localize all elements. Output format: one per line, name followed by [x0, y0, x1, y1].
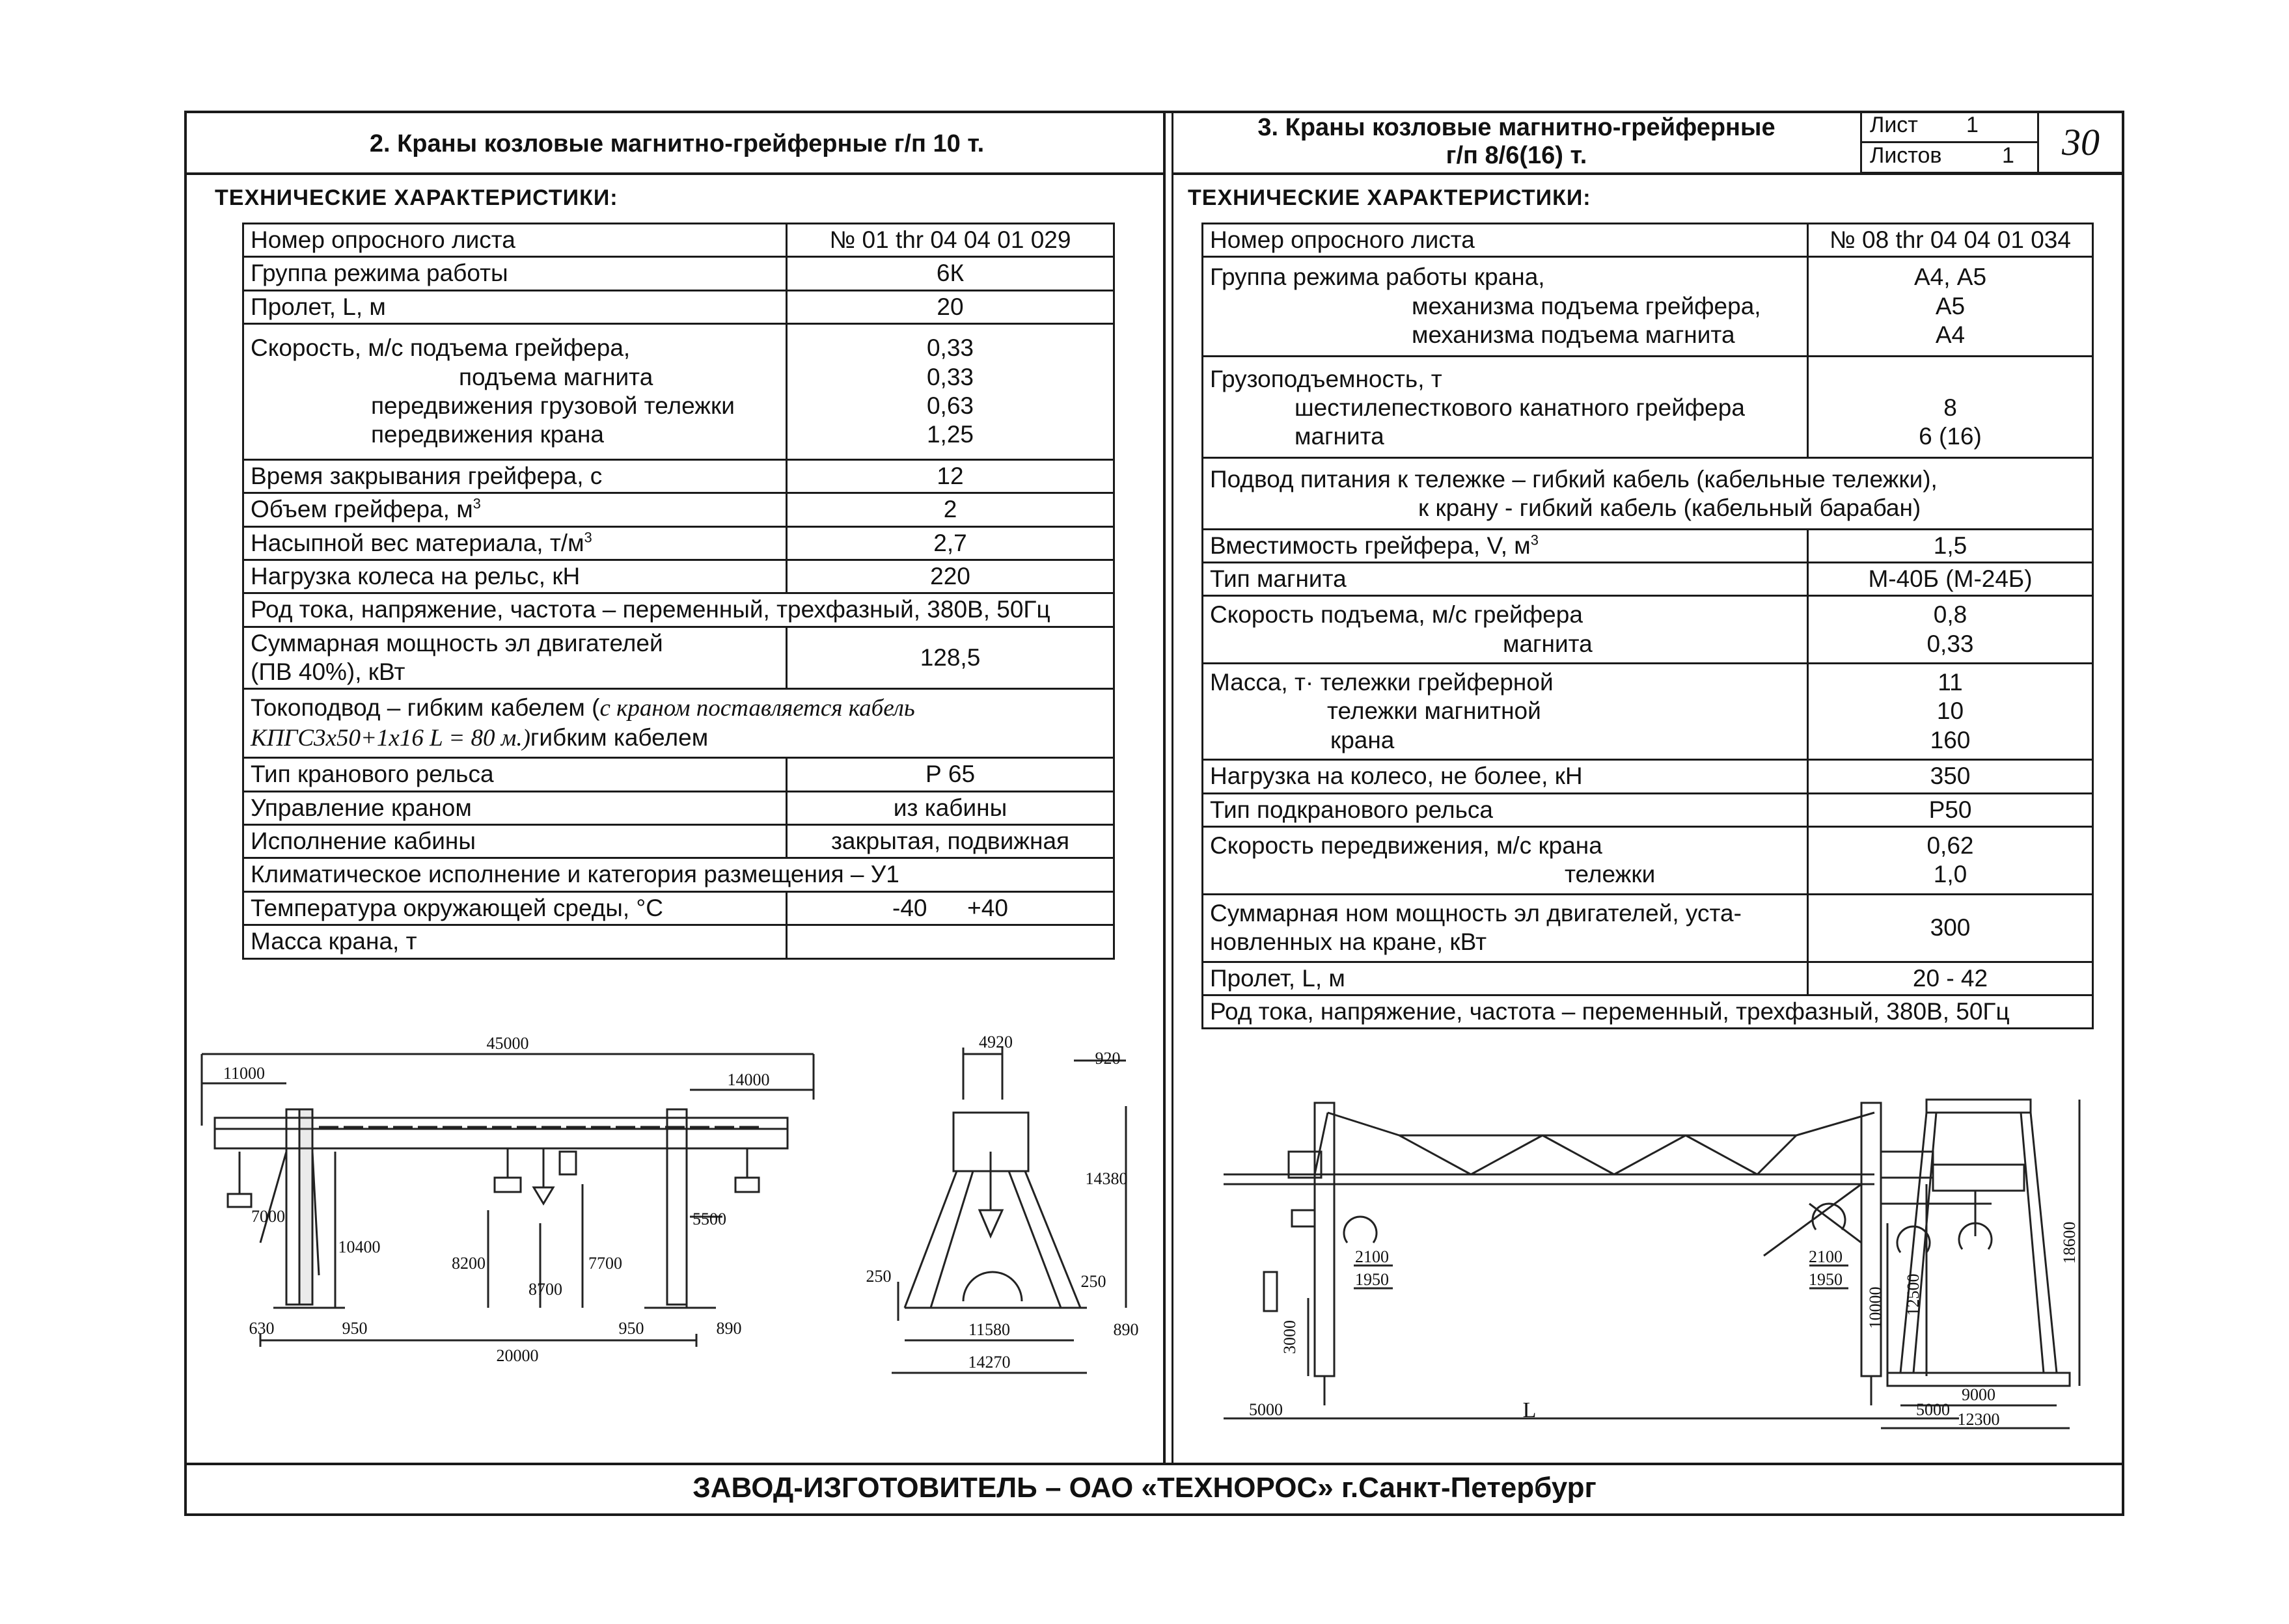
stamp-page-number	[2037, 111, 2124, 174]
row-value	[1808, 664, 2093, 760]
lift-line-2: магнита	[1503, 630, 1593, 657]
label-text: Насыпной вес материала, т/м	[251, 529, 584, 556]
capacity-line-2: шестилепесткового канатного грейфера	[1295, 394, 1745, 421]
table-row	[1203, 457, 2093, 529]
dim-5000a: 5000	[1249, 1400, 1283, 1419]
feed-text-3: КПГС3х50+1х16 L = 80 м.)	[251, 724, 530, 751]
table-row	[1203, 529, 2093, 562]
center-divider	[1163, 111, 1166, 1464]
capacity-value-1: 8	[1943, 394, 1957, 421]
stamp-sheets	[1860, 141, 2039, 174]
table-row	[243, 493, 1114, 526]
row-label: Исполнение кабины	[243, 825, 787, 858]
left-title: 2. Краны козловые магнитно-грейферные г/п 10 т.	[369, 130, 985, 157]
table-row	[243, 324, 1114, 460]
row-label: Номер опросного листа	[243, 224, 787, 257]
table-row	[243, 526, 1114, 560]
row-value: 220	[787, 560, 1114, 593]
row-label: Время закрывания грейфера, с	[243, 459, 787, 493]
right-title-line1: 3. Краны козловые магнитно-грейферные	[1257, 114, 1775, 141]
dim-7700: 7700	[588, 1254, 622, 1273]
travel-value-2: 1,0	[1933, 861, 1967, 888]
right-spec-table	[1201, 223, 2094, 1029]
row-label	[243, 324, 787, 460]
stamp-sheets-value: 1	[2002, 143, 2014, 168]
duty-value-2: А5	[1935, 292, 1966, 319]
duty-line-3: механизма подъема магнита	[1412, 321, 1735, 349]
stamp-sheet-label: Лист	[1870, 113, 1918, 137]
dim-3000: 3000	[1280, 1320, 1299, 1354]
row-label: Тип подкранового рельса	[1203, 793, 1808, 826]
capacity-line-1: Грузоподъемность, т	[1210, 365, 1442, 392]
duty-value-3: А4	[1935, 321, 1966, 349]
row-value	[1808, 827, 2093, 895]
row-value: М-40Б (М-24Б)	[1808, 562, 2093, 595]
header-rule-left	[184, 172, 1164, 175]
row-value: 2	[787, 493, 1114, 526]
mass-line-1: Масса, т· тележки грейферной	[1210, 669, 1554, 696]
dim-950b: 950	[618, 1319, 644, 1338]
duty-line-1: Группа режима работы крана,	[1210, 264, 1545, 291]
row-label: Управление краном	[243, 791, 787, 824]
table-row	[1203, 562, 2093, 595]
label-text: Объем грейфера, м	[251, 496, 473, 523]
dim-920: 920	[1095, 1049, 1121, 1068]
table-row	[1203, 827, 2093, 895]
row-value: 350	[1808, 760, 2093, 793]
speed-value-1: 0,33	[926, 334, 974, 362]
travel-line-2: тележки	[1565, 861, 1656, 888]
row-label	[1203, 827, 1808, 895]
row-label: Масса крана, т	[243, 925, 787, 958]
feed-line-1: Подвод питания к тележке – гибкий кабель (кабельные тележки),	[1210, 465, 1938, 493]
table-row	[1203, 894, 2093, 962]
dim-45000: 45000	[486, 1034, 529, 1053]
row-value: из кабины	[787, 791, 1114, 824]
power-line-2: новленных на кране, кВт	[1210, 928, 1487, 956]
row-label: Температура окружающей среды, °С	[243, 891, 787, 925]
table-row	[1203, 664, 2093, 760]
row-label	[243, 526, 787, 560]
row-label: Род тока, напряжение, частота – переменный, трехфазный, 380В, 50Гц	[243, 593, 1114, 627]
table-row	[243, 290, 1114, 323]
table-row	[243, 627, 1114, 689]
mass-line-2: тележки магнитной	[1327, 697, 1541, 725]
page-number: 30	[2062, 121, 2100, 163]
speed-value-2: 0,33	[926, 363, 974, 390]
row-label	[1203, 529, 1808, 562]
left-spec-table	[242, 223, 1115, 960]
row-value	[1808, 356, 2093, 457]
table-row	[1203, 356, 2093, 457]
row-value	[787, 925, 1114, 958]
table-row	[1203, 224, 2093, 257]
mass-value-2: 10	[1936, 697, 1964, 725]
row-value: № 08 thr 04 04 01 034	[1808, 224, 2093, 257]
row-label: Номер опросного листа	[1203, 224, 1808, 257]
dim-14380: 14380	[1085, 1169, 1128, 1188]
speed-line-2: подъема магнита	[459, 363, 653, 390]
row-value: 128,5	[787, 627, 1114, 689]
row-value	[1808, 257, 2093, 356]
mass-line-3: крана	[1330, 726, 1395, 753]
row-label: Нагрузка колеса на рельс, кН	[243, 560, 787, 593]
table-row	[243, 891, 1114, 925]
dim-2100b: 2100	[1809, 1247, 1843, 1266]
capacity-line-3: магнита	[1295, 423, 1384, 450]
row-value: 6К	[787, 257, 1114, 290]
table-row	[243, 925, 1114, 958]
row-value: 300	[1808, 894, 2093, 962]
row-label	[1203, 356, 1808, 457]
row-label	[243, 689, 1114, 758]
row-value: закрытая, подвижная	[787, 825, 1114, 858]
dim-2100a: 2100	[1355, 1247, 1389, 1266]
speed-line-4: передвижения крана	[371, 421, 604, 448]
row-label	[1203, 457, 2093, 529]
table-row	[243, 689, 1114, 758]
dim-12300: 12300	[1957, 1410, 2000, 1429]
travel-value-1: 0,62	[1926, 832, 1974, 859]
dim-4920: 4920	[979, 1033, 1013, 1051]
row-value: 20 - 42	[1808, 962, 2093, 995]
table-row	[243, 560, 1114, 593]
row-label: Род тока, напряжение, частота – переменный, трехфазный, 380В, 50Гц	[1203, 995, 2093, 1028]
dim-890a: 890	[716, 1319, 742, 1338]
table-row	[243, 224, 1114, 257]
dim-10000: 10000	[1866, 1286, 1885, 1329]
power-line-2: (ПВ 40%), кВт	[251, 658, 405, 686]
duty-line-2: механизма подъема грейфера,	[1412, 292, 1761, 319]
dim-20000: 20000	[496, 1346, 539, 1365]
row-label	[243, 627, 787, 689]
row-value: 1,5	[1808, 529, 2093, 562]
row-value: № 01 thr 04 04 01 029	[787, 224, 1114, 257]
dim-11580: 11580	[968, 1320, 1011, 1339]
lift-line-1: Скорость подъема, м/с грейфера	[1210, 601, 1583, 629]
table-row	[1203, 793, 2093, 826]
dim-9000: 9000	[1962, 1385, 1995, 1404]
dim-7000: 7000	[251, 1207, 285, 1226]
row-value: 20	[787, 290, 1114, 323]
lift-value-1: 0,8	[1933, 601, 1967, 629]
label-sup: 3	[473, 495, 481, 512]
row-value: -40 +40	[787, 891, 1114, 925]
dim-L: L	[1522, 1398, 1537, 1422]
mass-value-3: 160	[1930, 726, 1971, 753]
speed-line-1: Скорость, м/с подъема грейфера,	[251, 334, 631, 362]
table-row	[1203, 995, 2093, 1028]
right-crane-drawing	[1224, 1074, 2096, 1438]
row-value: Р50	[1808, 793, 2093, 826]
dim-10400: 10400	[338, 1238, 381, 1256]
table-row	[1203, 596, 2093, 664]
dim-1950b: 1950	[1809, 1270, 1843, 1289]
dim-18600: 18600	[2060, 1221, 2079, 1264]
table-row	[243, 459, 1114, 493]
label-sup: 3	[584, 529, 592, 546]
speed-line-3: передвижения грузовой тележки	[371, 392, 735, 419]
power-line-1: Суммарная мощность эл двигателей	[251, 629, 663, 656]
row-label	[1203, 894, 1808, 962]
table-row	[1203, 962, 2093, 995]
row-label: Пролет, L, м	[243, 290, 787, 323]
row-label: Тип магнита	[1203, 562, 1808, 595]
duty-value-1: А4, А5	[1913, 264, 1987, 291]
row-value: 12	[787, 459, 1114, 493]
feed-line-2: к крану - гибкий кабель (кабельный барабан)	[1418, 494, 1921, 522]
stamp-sheets-label: Листов	[1870, 143, 1942, 168]
dim-1950a: 1950	[1355, 1270, 1389, 1289]
dim-630: 630	[249, 1319, 275, 1338]
manufacturer-footer: ЗАВОД-ИЗГОТОВИТЕЛЬ – ОАО «ТЕХНОРОС» г.Санкт-Петербург	[692, 1472, 1597, 1504]
table-row	[243, 593, 1114, 627]
row-label	[1203, 257, 1808, 356]
stamp-sheet	[1860, 111, 2039, 143]
feed-text-2: с краном поставляется кабель	[599, 695, 915, 722]
table-row	[1203, 257, 2093, 356]
left-specs-heading: ТЕХНИЧЕСКИЕ ХАРАКТЕРИСТИКИ:	[215, 185, 618, 210]
dim-250b: 250	[1080, 1272, 1106, 1291]
row-value: 2,7	[787, 526, 1114, 560]
row-value: Р 65	[787, 758, 1114, 791]
dim-14000: 14000	[727, 1070, 770, 1089]
footer-rule	[184, 1463, 2124, 1465]
speed-value-4: 1,25	[926, 421, 974, 448]
table-row	[243, 858, 1114, 891]
row-value	[1808, 596, 2093, 664]
power-line-1: Суммарная ном мощность эл двигателей, уста-	[1210, 899, 1742, 927]
table-row	[243, 791, 1114, 824]
stamp-sheet-value: 1	[1966, 113, 1979, 137]
label-text: Вместимость грейфера, V, м	[1210, 532, 1531, 559]
dim-11000: 11000	[223, 1064, 266, 1083]
dim-250a: 250	[866, 1267, 892, 1286]
row-label: Нагрузка на колесо, не более, кН	[1203, 760, 1808, 793]
row-label: Пролет, L, м	[1203, 962, 1808, 995]
dim-14270: 14270	[968, 1353, 1011, 1372]
table-row	[1203, 760, 2093, 793]
left-crane-drawing	[189, 1022, 1158, 1386]
feed-text-4: гибким кабелем	[530, 724, 709, 751]
table-row	[243, 257, 1114, 290]
right-specs-heading: ТЕХНИЧЕСКИЕ ХАРАКТЕРИСТИКИ:	[1188, 185, 1591, 210]
right-title-line2: г/п 8/6(16) т.	[1446, 142, 1587, 169]
dim-5000b: 5000	[1916, 1400, 1950, 1419]
row-label	[243, 493, 787, 526]
feed-text-1: Токоподвод – гибким кабелем (	[251, 694, 600, 722]
row-label	[1203, 596, 1808, 664]
dim-5500: 5500	[692, 1210, 726, 1228]
dim-8200: 8200	[452, 1254, 486, 1273]
row-label: Группа режима работы	[243, 257, 787, 290]
table-row	[243, 825, 1114, 858]
dim-8700: 8700	[528, 1280, 562, 1299]
dim-12500: 12500	[1904, 1273, 1923, 1316]
label-sup: 3	[1530, 532, 1539, 548]
table-row	[243, 758, 1114, 791]
row-value	[787, 324, 1114, 460]
lift-value-2: 0,33	[1926, 630, 1974, 657]
row-label	[1203, 664, 1808, 760]
row-label: Климатическое исполнение и категория размещения – У1	[243, 858, 1114, 891]
dim-950a: 950	[342, 1319, 368, 1338]
mass-value-1: 11	[1938, 669, 1963, 696]
travel-line-1: Скорость передвижения, м/с крана	[1210, 832, 1602, 859]
dim-890b: 890	[1113, 1320, 1139, 1339]
capacity-value-2: 6 (16)	[1919, 423, 1982, 450]
speed-value-3: 0,63	[926, 392, 974, 419]
row-label: Тип кранового рельса	[243, 758, 787, 791]
center-divider-2	[1172, 111, 1173, 1464]
